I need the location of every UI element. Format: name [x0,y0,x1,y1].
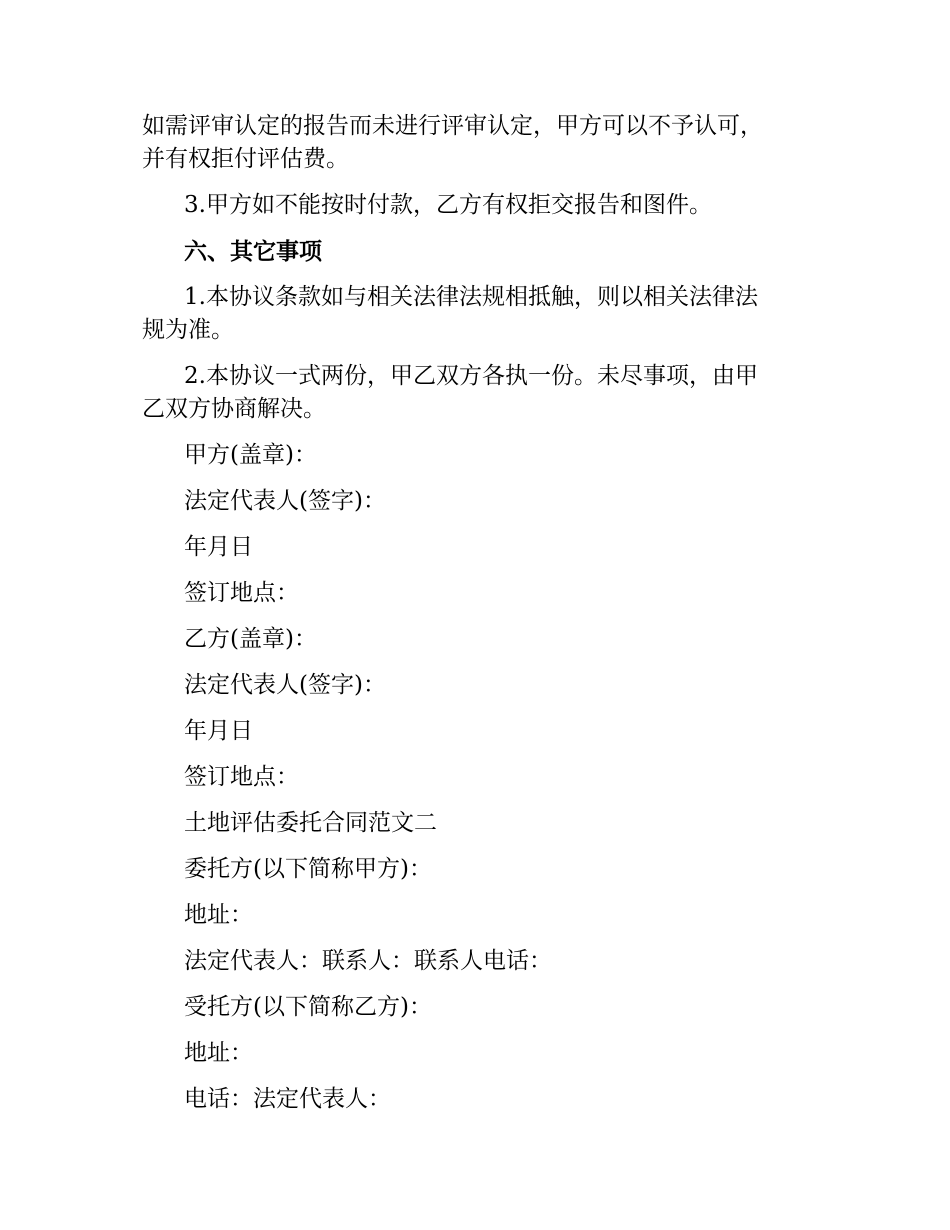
trustee-party-field: 受托方(以下简称乙方)： [184,994,432,1020]
paragraph-line: 2.本协议一式两份，甲乙双方各执一份。未尽事项，由甲 [184,363,758,389]
paragraph-line: 1.本协议条款如与相关法律法规相抵触，则以相关法律法 [184,284,758,310]
party-a-representative-field: 法定代表人(签字)： [184,488,386,514]
contract-two-title: 土地评估委托合同范文二 [184,810,437,836]
section-heading-other-matters: 六、其它事项 [184,238,322,265]
other-matters-clause-2 [142,360,808,426]
paragraph-line: 乙双方协商解决。 [142,396,326,422]
document-body [142,110,808,1129]
paragraph-line: 并有权拒付评估费。 [142,146,349,172]
paragraph-line: 规为准。 [142,317,234,343]
paragraph-line: 如需评审认定的报告而未进行评审认定，甲方可以不予认可， [142,113,763,139]
party-b-seal-field: 乙方(盖章)： [184,626,317,652]
payment-clause-3: 3.甲方如不能按时付款，乙方有权拒交报告和图件。 [184,192,712,218]
client-party-field: 委托方(以下简称甲方)： [184,856,432,882]
party-a-seal-field: 甲方(盖章)： [184,442,317,468]
party-b-representative-field: 法定代表人(签字)： [184,672,386,698]
party-a-place-field: 签订地点： [184,580,299,606]
report-approval-paragraph [142,110,808,176]
other-matters-clause-1 [142,281,808,347]
trustee-contacts-field: 电话：法定代表人： [184,1086,391,1112]
trustee-address-field: 地址： [184,1040,253,1066]
party-a-date-field: 年月日 [184,534,253,560]
party-b-place-field: 签订地点： [184,764,299,790]
client-address-field: 地址： [184,902,253,928]
client-contacts-field: 法定代表人：联系人：联系人电话： [184,948,552,974]
party-b-date-field: 年月日 [184,718,253,744]
